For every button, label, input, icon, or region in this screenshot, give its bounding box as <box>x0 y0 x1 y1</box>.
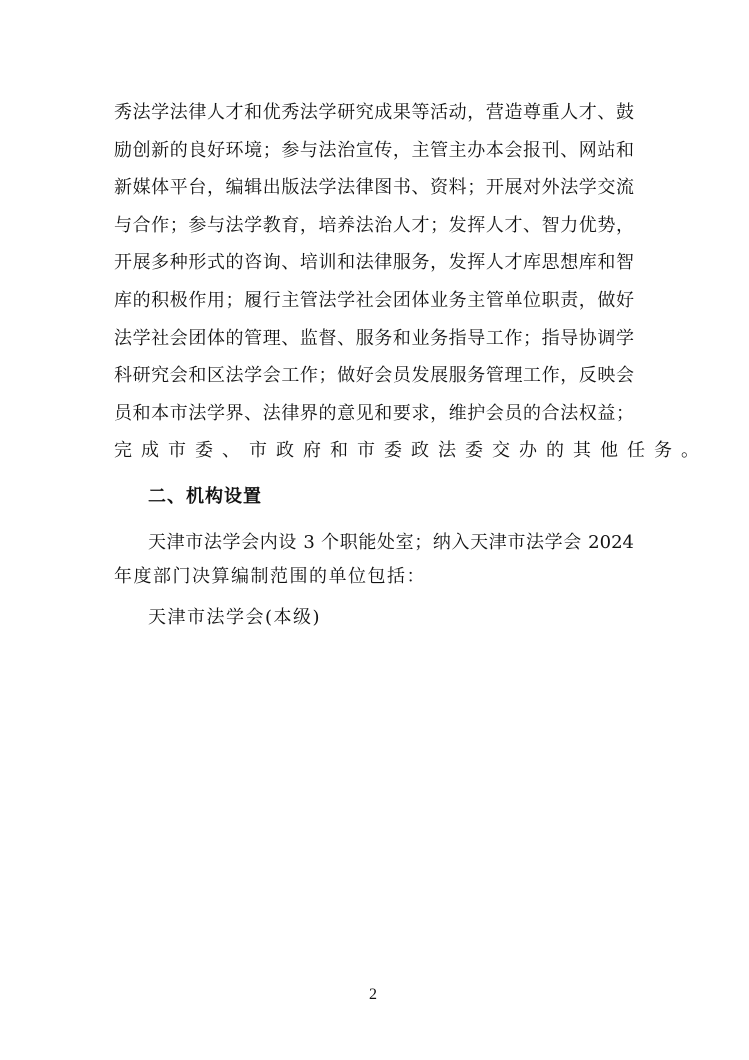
body-line: 库的积极作用；履行主管法学社会团体业务主管单位职责，做好 <box>114 290 634 311</box>
page-number: 2 <box>369 986 377 1003</box>
body-line: 法学社会团体的管理、监督、服务和业务指导工作；指导协调学 <box>114 328 634 349</box>
unit-line: 天津市法学会(本级) <box>148 607 322 628</box>
body-line: 完成市委、市政府和市委政法委交办的其他任务。 <box>114 440 708 461</box>
section-paragraph-line: 天津市法学会内设 3 个职能处室；纳入天津市法学会 2024 <box>148 532 634 553</box>
body-line: 秀法学法律人才和优秀法学研究成果等活动，营造尊重人才、鼓 <box>114 102 634 123</box>
body-line: 开展多种形式的咨询、培训和法律服务，发挥人才库思想库和智 <box>114 252 634 273</box>
section-paragraph-line: 年度部门决算编制范围的单位包括： <box>114 566 426 587</box>
body-line: 科研究会和区法学会工作；做好会员发展服务管理工作，反映会 <box>114 365 634 386</box>
body-line: 与合作；参与法学教育，培养法治人才；发挥人才、智力优势， <box>114 215 634 236</box>
body-line: 新媒体平台，编辑出版法学法律图书、资料；开展对外法学交流 <box>114 177 634 198</box>
section-heading: 二、机构设置 <box>148 486 262 507</box>
body-line: 励创新的良好环境；参与法治宣传，主管主办本会报刊、网站和 <box>114 140 634 161</box>
body-line: 员和本市法学界、法律界的意见和要求，维护会员的合法权益； <box>114 403 634 424</box>
